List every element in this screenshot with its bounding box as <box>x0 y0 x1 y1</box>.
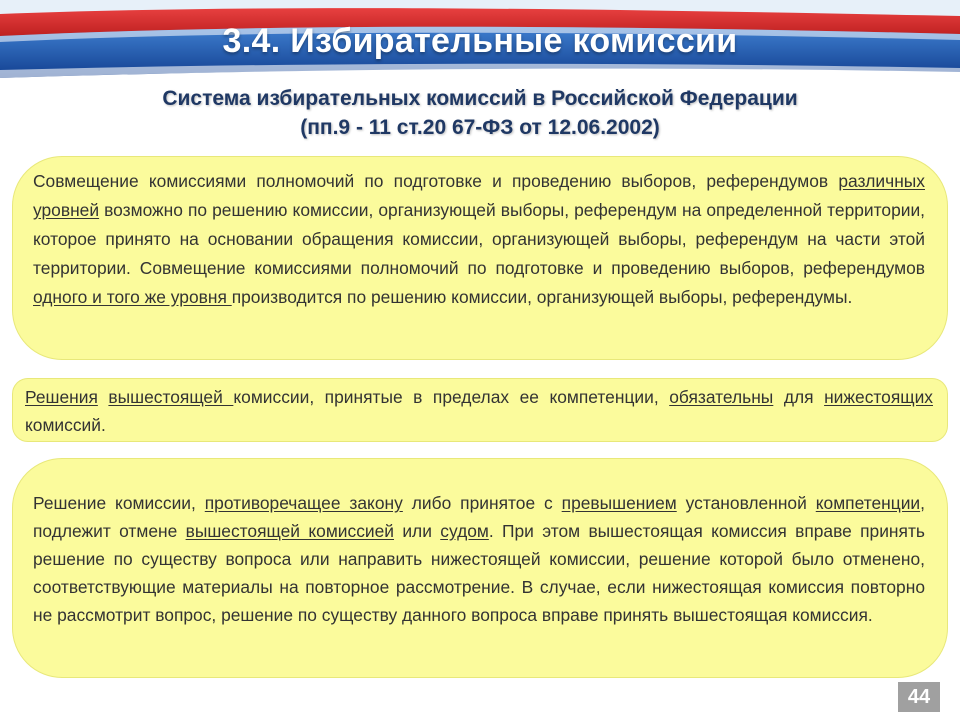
underlined-term: противоречащее закону <box>204 493 403 513</box>
text-run <box>98 387 109 407</box>
text-run: производится по решению комиссии, организующей выборы, референдумы. <box>231 287 853 307</box>
underlined-term: судом <box>440 521 489 541</box>
underlined-term: вышестоящей <box>108 387 234 407</box>
subtitle-line-1: Система избирательных комиссий в Российской Федерации <box>162 87 798 110</box>
underlined-term: вышестоящей комиссией <box>185 521 394 541</box>
page-number-badge: 44 <box>898 682 940 712</box>
subtitle-line-2: (пп.9 - 11 ст.20 67-ФЗ от 12.06.2002) <box>300 116 660 139</box>
text-run: либо принятое с <box>402 493 562 513</box>
binding-decisions-text <box>25 383 933 439</box>
underlined-term: Решения <box>25 387 98 407</box>
text-run: . При этом вышестоящая комиссия вправе принять решение по существу вопроса или направить нижестоящей комиссии, решение которой было отменено, соответствующие материалы на повторное рассмотрение. В случае, если нижестоящая комиссия повторно не рассмотрит вопрос, решение по существу данного вопроса вправе принять вышестоящая комиссия. <box>33 521 925 625</box>
underlined-term: превышением <box>561 493 677 513</box>
text-run: возможно по решению комиссии, организующей выборы, референдум на определенной территории, которое принято на основании обращения комиссии, организующей выборы, референдум на части этой территории. Совмещение комиссиями полномочий по подготовке и проведению выборов, референдумов <box>33 200 925 278</box>
underlined-term: нижестоящих <box>824 387 933 407</box>
text-run: Совмещение комиссиями полномочий по подготовке и проведению выборов, референдумов <box>33 171 839 191</box>
decision-annulment-box <box>12 458 948 678</box>
text-run: или <box>394 521 441 541</box>
underlined-term: компетенции <box>815 493 921 513</box>
text-run: Решение комиссии, <box>33 493 205 513</box>
combination-of-powers-text <box>33 167 925 312</box>
underlined-term: различных уровней <box>33 171 925 220</box>
combination-of-powers-box <box>12 156 948 360</box>
slide-subtitle <box>0 84 960 142</box>
slide-title: 3.4. Избирательные комиссии <box>222 22 738 60</box>
binding-decisions-box <box>12 378 948 442</box>
underlined-term: одного и того же уровня <box>33 287 232 307</box>
text-run: для <box>773 387 825 407</box>
text-run: , подлежит отмене <box>33 493 925 541</box>
text-run: комиссии, принятые в пределах ее компетенции, <box>233 387 670 407</box>
text-run: комиссий. <box>25 415 106 435</box>
text-run: установленной <box>676 493 816 513</box>
decision-annulment-text <box>33 489 925 629</box>
underlined-term: обязательны <box>669 387 774 407</box>
